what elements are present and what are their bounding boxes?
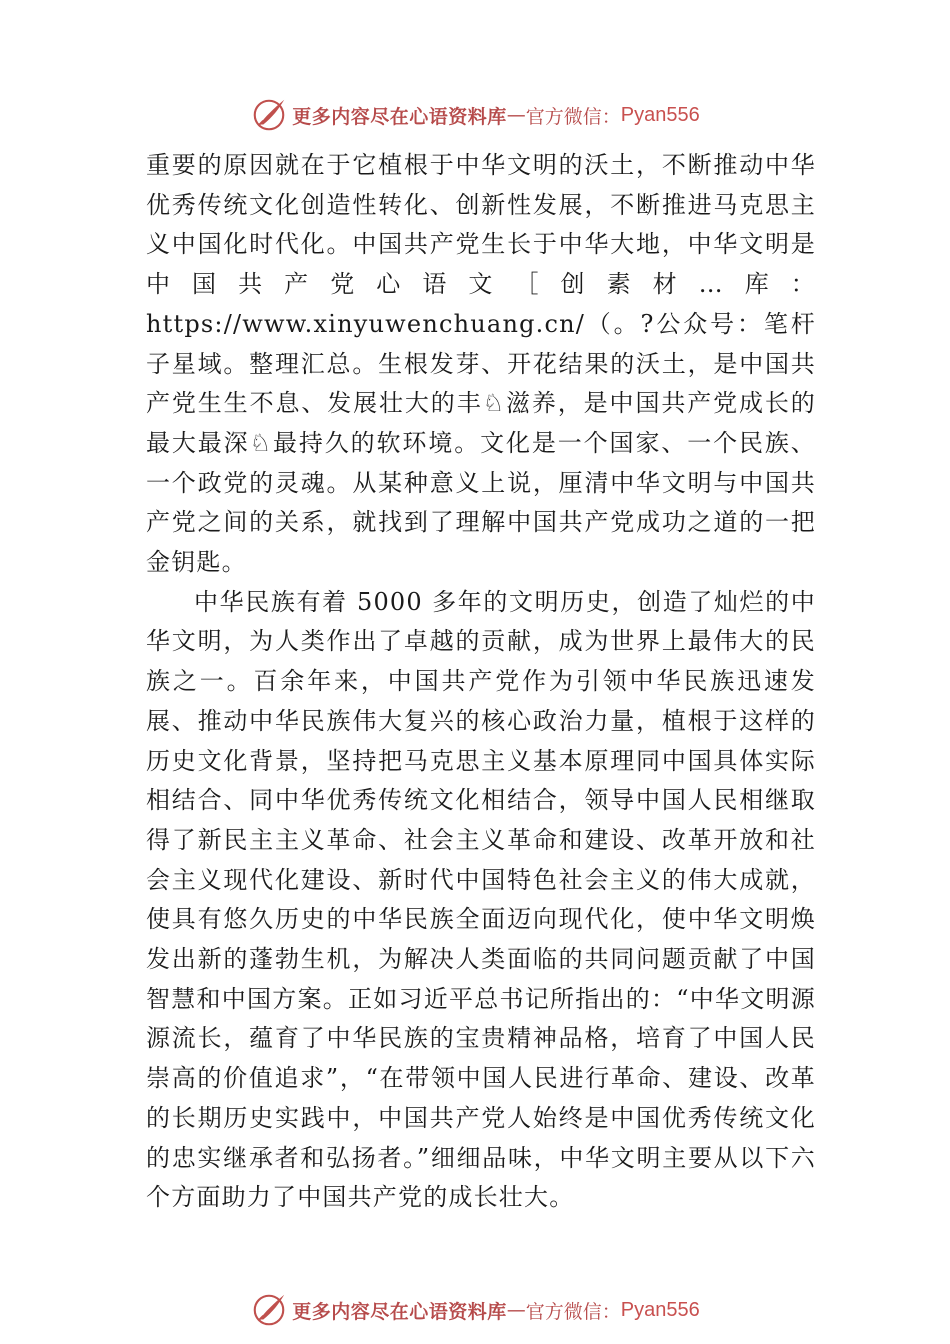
header-wechat-label: 官方微信： bbox=[525, 105, 621, 128]
footer-wechat-label: 官方微信： bbox=[525, 1300, 621, 1323]
header-brand-text: 更多内容尽在心语资料库 bbox=[292, 105, 507, 128]
footer-wechat-id: Pyan556 bbox=[620, 1298, 700, 1321]
header-banner bbox=[0, 95, 950, 135]
paragraph-2: 中华民族有着 5000 多年的文明历史，创造了灿烂的中华文明，为人类作出了卓越的贡献，成为世界上最伟大的民族之一。百余年来，中国共产党作为引领中华民族迅速发展、推动中华民族伟大复兴的核心政治力量，植根于这样的历史文化背景，坚持把马克思主义基本原理同中国具体实际相结合、同中华优秀传统文化相结合，领导中国人民相继取得了新民主主义革命、社会主义革命和建设、改革开放和社会主义现代化建设、新时代中国特色社会主义的伟大成就，使具有悠久历史的中华民族全面迈向现代化，使中华文明焕发出新的蓬勃生机，为解决人类面临的共同问题贡献了中国智慧和中国方案。正如习近平总书记所指出的：“中华文明源源流长，蕴育了中华民族的宝贵精神品格，培育了中国人民崇高的价值追求”，“在带领中国人民进行革命、建设、改革的长期历史实践中，中国共产党人始终是中国优秀传统文化的忠实继承者和弘扬者。”细细品味，中华文明主要从以下六个方面助力了中国共产党的成长壮大。 bbox=[146, 587, 816, 1212]
footer-brand-text: 更多内容尽在心语资料库 bbox=[292, 1300, 507, 1323]
paragraph-1: 重要的原因就在于它植根于中华文明的沃土，不断推动中华优秀传统文化创造性转化、创新性发展，不断推进马克思主义中国化时代化。中国共产党生长于中华大地，中华文明是中国共产党心语文［创素材…库：https://www.xinyuwenchuang.cn/（。?公众号：笔杆子星域。整理汇总。生根发芽、开花结果的沃土，是中国共产党生生不息、发展壮大的丰♘滋养，是中国共产党成长的最大最深♘最持久的软环境。文化是一个国家、一个民族、一个政党的灵魂。从某种意义上说，厘清中华文明与中国共产党之间的关系，就找到了理解中国共产党成功之道的一把金钥匙。 bbox=[146, 151, 816, 577]
header-separator: — bbox=[506, 104, 526, 126]
quill-logo-icon bbox=[250, 96, 288, 134]
quill-logo-icon bbox=[250, 1291, 288, 1329]
footer-separator: — bbox=[506, 1299, 526, 1321]
document-body bbox=[146, 146, 816, 1218]
footer-banner bbox=[0, 1290, 950, 1330]
header-wechat-id: Pyan556 bbox=[620, 103, 700, 126]
